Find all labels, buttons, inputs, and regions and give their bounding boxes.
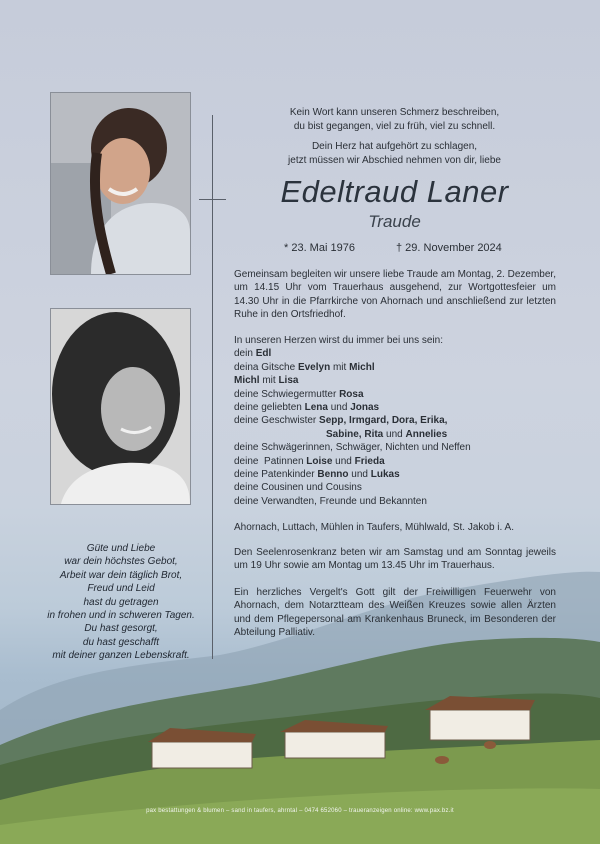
funeral-announcement: Gemeinsam begleiten wir unsere liebe Traude am Montag, 2. Dezember, um 14.15 Uhr vom Trauerhaus ausgehend, zur Wortgottesfeier um 14.30 Uhr in die Pfarrkirche von Ahornach und anschließend zur letzten Ruhe in den Ortsfriedhof. [234, 269, 556, 321]
family-line: deine Verwandten, Freunde und Bekannten [234, 495, 427, 507]
birth-date: * 23. Mai 1976 [284, 242, 355, 254]
intro-line: Dein Herz hat aufgehört zu schlagen, [311, 141, 478, 152]
deceased-name: Edeltraud Laner [280, 174, 509, 209]
intro-line: Kein Wort kann unseren Schmerz beschreiben, [289, 107, 500, 118]
poem-line: hast du getragen [83, 596, 159, 608]
family-line: Sabine, Rita und Annelies [326, 428, 448, 440]
family-line: deine Geschwister Sepp, Irmgard, Dora, Erika, [234, 415, 448, 427]
family-line: deine geliebten Lena und Jonas [234, 402, 380, 414]
portrait-photo-young [50, 308, 191, 505]
acknowledgement: Ein herzliches Vergelt's Gott gilt der Freiwilligen Feuerwehr von Ahornach, dem Notarztteam des Weißen Kreuzes sowie allen Ärzten und dem Pflegepersonal am Krankenhaus Bruneck, im Besonderen der Abteilung Palliativ. [234, 587, 556, 639]
family-line: deine Cousinen und Cousins [234, 482, 362, 494]
intro-verse-1 [232, 106, 557, 134]
deceased-nickname: Traude [368, 212, 421, 231]
family-line: deine Schwägerinnen, Schwäger, Nichten und Neffen [234, 442, 471, 454]
poem-line: Arbeit war dein täglich Brot, [59, 569, 183, 581]
poem-line: Du hast gesorgt, [84, 623, 158, 635]
poem-line: Güte und Liebe [86, 543, 156, 554]
poem-line: du hast geschafft [82, 636, 160, 648]
family-line: deine Patinnen Loise und Frieda [234, 455, 385, 467]
memorial-poem [30, 542, 212, 663]
family-line: deina Gitsche Evelyn mit Michl [234, 361, 375, 373]
portrait-photo-recent [50, 92, 191, 275]
intro-verse-2 [232, 140, 557, 168]
places-list: Ahornach, Luttach, Mühlen in Taufers, Mühlwald, St. Jakob i. A. [234, 522, 514, 533]
poem-line: Freud und Leid [87, 583, 155, 595]
poem-line: mit deiner ganzen Lebenskraft. [52, 650, 190, 662]
footer-credit: pax bestattungen & blumen – sand in taufers, ahrntal – 0474 652060 – traueranzeigen online: www.pax.bz.it [146, 808, 454, 814]
cross-symbol-vertical [212, 115, 213, 659]
death-date: † 29. November 2024 [396, 242, 502, 254]
intro-line: jetzt müssen wir Abschied nehmen von dir, liebe [288, 155, 501, 166]
family-intro: In unseren Herzen wirst du immer bei uns sein: [234, 335, 443, 346]
rosary-announcement: Den Seelenrosenkranz beten wir am Samstag und am Sonntag jeweils um 19 Uhr sowie am Montag um 13.45 Uhr im Trauerhaus. [234, 547, 556, 572]
poem-line: war dein höchstes Gebot, [64, 556, 178, 568]
family-line: Michl mit Lisa [234, 375, 299, 387]
family-list [234, 334, 556, 508]
family-line: dein Edl [234, 348, 272, 360]
poem-line: in frohen und in schweren Tagen. [47, 610, 195, 622]
family-line: deine Schwiegermutter Rosa [234, 388, 364, 400]
family-line: deine Patenkinder Benno und Lukas [234, 469, 400, 481]
cross-symbol-horizontal [199, 199, 226, 200]
intro-line: du bist gegangen, viel zu früh, viel zu schnell. [293, 121, 496, 132]
